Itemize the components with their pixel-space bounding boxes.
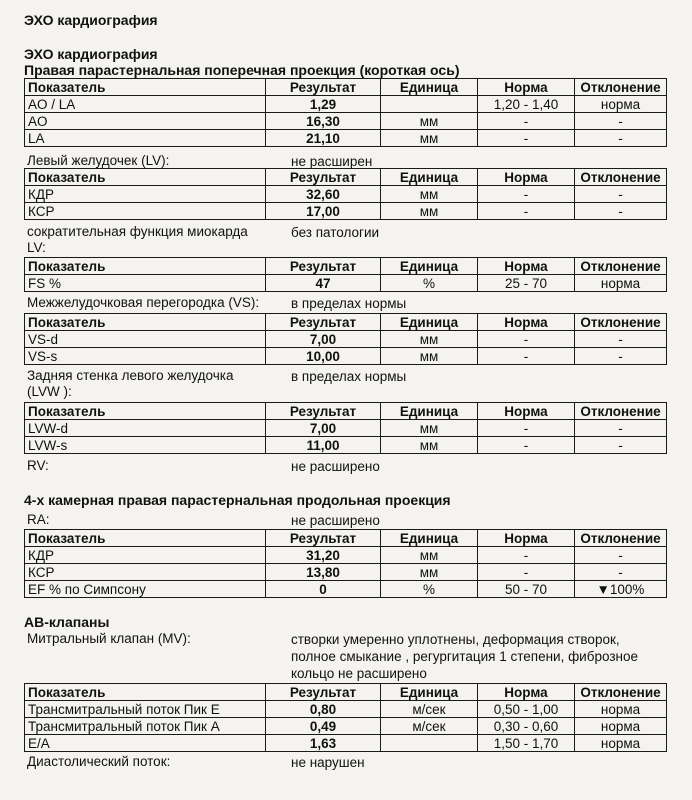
deviation-cell: норма — [575, 701, 667, 718]
unit-cell: мм — [381, 348, 478, 365]
header-result: Результат — [266, 684, 381, 701]
norm-cell: - — [478, 348, 575, 365]
unit-cell: мм — [381, 547, 478, 564]
table-row — [25, 437, 667, 454]
norm-cell: 0,30 - 0,60 — [478, 718, 575, 735]
header-result: Результат — [266, 530, 381, 547]
indicator-cell: LA — [25, 130, 266, 147]
header-unit: Единица — [381, 258, 478, 275]
deviation-cell: - — [575, 547, 667, 564]
rv-label: RV: — [27, 458, 49, 473]
result-cell: 32,60 — [266, 186, 381, 203]
result-cell: 0,49 — [266, 718, 381, 735]
header-deviation: Отклонение — [575, 169, 667, 186]
header-indicator: Показатель — [25, 79, 266, 96]
result-cell: 11,00 — [266, 437, 381, 454]
table-row — [25, 186, 667, 203]
table-lvw — [24, 402, 667, 454]
header-unit: Единица — [381, 684, 478, 701]
deviation-cell: норма — [575, 275, 667, 292]
result-cell: 10,00 — [266, 348, 381, 365]
header-deviation: Отклонение — [575, 403, 667, 420]
sfm-value: без патологии — [291, 225, 380, 240]
table-header-row — [25, 314, 667, 331]
section2-title: 4-х камерная правая парастернальная продольная проекция — [24, 492, 451, 508]
unit-cell: мм — [381, 331, 478, 348]
result-cell: 47 — [266, 275, 381, 292]
norm-cell: - — [478, 186, 575, 203]
indicator-cell: Трансмитральный поток Пик E — [25, 701, 266, 718]
header-norm: Норма — [478, 403, 575, 420]
table-row — [25, 96, 667, 113]
ra-label: RA: — [27, 512, 50, 527]
table-row — [25, 581, 667, 598]
header-result: Результат — [266, 403, 381, 420]
document-title: ЭХО кардиография — [24, 12, 158, 28]
lvw-label-2: (LVW ): — [27, 384, 72, 399]
norm-cell: - — [478, 331, 575, 348]
table-row — [25, 331, 667, 348]
table-row — [25, 130, 667, 147]
header-norm: Норма — [478, 530, 575, 547]
header-norm: Норма — [478, 258, 575, 275]
norm-cell: 50 - 70 — [478, 581, 575, 598]
unit-cell: мм — [381, 420, 478, 437]
result-cell: 16,30 — [266, 113, 381, 130]
result-cell: 13,80 — [266, 564, 381, 581]
mv-line-3: кольцо не расширено — [291, 666, 427, 681]
indicator-cell: КДР — [25, 186, 266, 203]
unit-cell: мм — [381, 113, 478, 130]
norm-cell: 1,50 - 1,70 — [478, 735, 575, 752]
table-header-row — [25, 258, 667, 275]
deviation-cell: - — [575, 113, 667, 130]
header-norm: Норма — [478, 684, 575, 701]
header-unit: Единица — [381, 530, 478, 547]
indicator-cell: FS % — [25, 275, 266, 292]
indicator-cell: EF % по Симпсону — [25, 581, 266, 598]
mv-label: Митральный клапан (MV): — [27, 631, 191, 646]
deviation-cell: норма — [575, 735, 667, 752]
section3-title: АВ-клапаны — [24, 614, 110, 630]
table-row — [25, 564, 667, 581]
unit-cell: мм — [381, 437, 478, 454]
indicator-cell: VS-d — [25, 331, 266, 348]
rv-value: не расширено — [291, 459, 380, 474]
header-deviation: Отклонение — [575, 530, 667, 547]
header-indicator: Показатель — [25, 530, 266, 547]
table-row — [25, 547, 667, 564]
unit-cell: % — [381, 275, 478, 292]
header-result: Результат — [266, 79, 381, 96]
lvw-label-1: Задняя стенка левого желудочка — [27, 368, 234, 383]
norm-cell: 25 - 70 — [478, 275, 575, 292]
header-deviation: Отклонение — [575, 79, 667, 96]
section1-title: ЭХО кардиография — [24, 46, 158, 62]
header-indicator: Показатель — [25, 258, 266, 275]
header-norm: Норма — [478, 169, 575, 186]
vs-value: в пределах нормы — [291, 296, 407, 311]
table-header-row — [25, 169, 667, 186]
norm-cell: 1,20 - 1,40 — [478, 96, 575, 113]
norm-cell: - — [478, 420, 575, 437]
header-deviation: Отклонение — [575, 258, 667, 275]
table-4chamber — [24, 529, 667, 598]
result-cell: 31,20 — [266, 547, 381, 564]
section1-subtitle: Правая парастернальная поперечная проекция (короткая ось) — [24, 62, 460, 78]
header-result: Результат — [266, 258, 381, 275]
deviation-cell: - — [575, 331, 667, 348]
deviation-cell: - — [575, 564, 667, 581]
header-deviation: Отклонение — [575, 684, 667, 701]
table-lv — [24, 168, 667, 220]
lvw-value: в пределах нормы — [291, 369, 407, 384]
table-row — [25, 275, 667, 292]
norm-cell: - — [478, 130, 575, 147]
indicator-cell: КСР — [25, 203, 266, 220]
diastolic-label: Диастолический поток: — [27, 754, 171, 769]
unit-cell — [381, 735, 478, 752]
indicator-cell: VS-s — [25, 348, 266, 365]
deviation-cell: - — [575, 420, 667, 437]
header-result: Результат — [266, 169, 381, 186]
table-row — [25, 420, 667, 437]
indicator-cell: AO — [25, 113, 266, 130]
deviation-cell: - — [575, 437, 667, 454]
indicator-cell: E/A — [25, 735, 266, 752]
diastolic-value: не нарушен — [291, 755, 365, 770]
deviation-cell: - — [575, 203, 667, 220]
table-row — [25, 203, 667, 220]
deviation-cell: - — [575, 186, 667, 203]
unit-cell: % — [381, 581, 478, 598]
header-norm: Норма — [478, 79, 575, 96]
mv-line-1: створки умеренно уплотнены, деформация створок, — [291, 632, 620, 647]
table-header-row — [25, 79, 667, 96]
indicator-cell: Трансмитральный поток Пик A — [25, 718, 266, 735]
deviation-cell: - — [575, 348, 667, 365]
norm-cell: - — [478, 113, 575, 130]
result-cell: 0,80 — [266, 701, 381, 718]
norm-cell: - — [478, 547, 575, 564]
table-fs — [24, 257, 667, 292]
header-result: Результат — [266, 314, 381, 331]
norm-cell: - — [478, 564, 575, 581]
header-deviation: Отклонение — [575, 314, 667, 331]
ra-value: не расширено — [291, 513, 380, 528]
unit-cell: м/сек — [381, 701, 478, 718]
unit-cell: мм — [381, 186, 478, 203]
result-cell: 17,00 — [266, 203, 381, 220]
result-cell: 21,10 — [266, 130, 381, 147]
table-row — [25, 735, 667, 752]
header-unit: Единица — [381, 403, 478, 420]
result-cell: 1,29 — [266, 96, 381, 113]
lv-label: Левый желудочек (LV): — [27, 153, 170, 168]
result-cell: 7,00 — [266, 420, 381, 437]
vs-label: Межжелудочковая перегородка (VS): — [27, 295, 260, 310]
result-cell: 7,00 — [266, 331, 381, 348]
table-mitral — [24, 683, 667, 752]
table-header-row — [25, 684, 667, 701]
header-indicator: Показатель — [25, 684, 266, 701]
mv-line-2: полное смыкание , регургитация 1 степени, фиброзное — [291, 649, 638, 664]
result-cell: 1,63 — [266, 735, 381, 752]
header-indicator: Показатель — [25, 314, 266, 331]
table-row — [25, 348, 667, 365]
table-row — [25, 718, 667, 735]
table-row — [25, 113, 667, 130]
unit-cell — [381, 96, 478, 113]
norm-cell: - — [478, 203, 575, 220]
norm-cell: - — [478, 437, 575, 454]
table-vs — [24, 313, 667, 365]
header-unit: Единица — [381, 314, 478, 331]
deviation-cell: норма — [575, 96, 667, 113]
header-norm: Норма — [478, 314, 575, 331]
deviation-cell: норма — [575, 718, 667, 735]
header-indicator: Показатель — [25, 169, 266, 186]
indicator-cell: LVW-d — [25, 420, 266, 437]
result-cell: 0 — [266, 581, 381, 598]
header-unit: Единица — [381, 79, 478, 96]
table-short-axis — [24, 78, 667, 147]
norm-cell: 0,50 - 1,00 — [478, 701, 575, 718]
unit-cell: мм — [381, 203, 478, 220]
table-header-row — [25, 530, 667, 547]
unit-cell: м/сек — [381, 718, 478, 735]
indicator-cell: КСР — [25, 564, 266, 581]
deviation-cell: ▼100% — [575, 581, 667, 598]
sfm-label-1: сократительная функция миокарда — [27, 224, 248, 239]
header-unit: Единица — [381, 169, 478, 186]
indicator-cell: AO / LA — [25, 96, 266, 113]
indicator-cell: LVW-s — [25, 437, 266, 454]
sfm-label-2: LV: — [27, 240, 46, 255]
header-indicator: Показатель — [25, 403, 266, 420]
indicator-cell: КДР — [25, 547, 266, 564]
table-row — [25, 701, 667, 718]
unit-cell: мм — [381, 564, 478, 581]
unit-cell: мм — [381, 130, 478, 147]
lv-value: не расширен — [291, 154, 373, 169]
deviation-cell: - — [575, 130, 667, 147]
table-header-row — [25, 403, 667, 420]
